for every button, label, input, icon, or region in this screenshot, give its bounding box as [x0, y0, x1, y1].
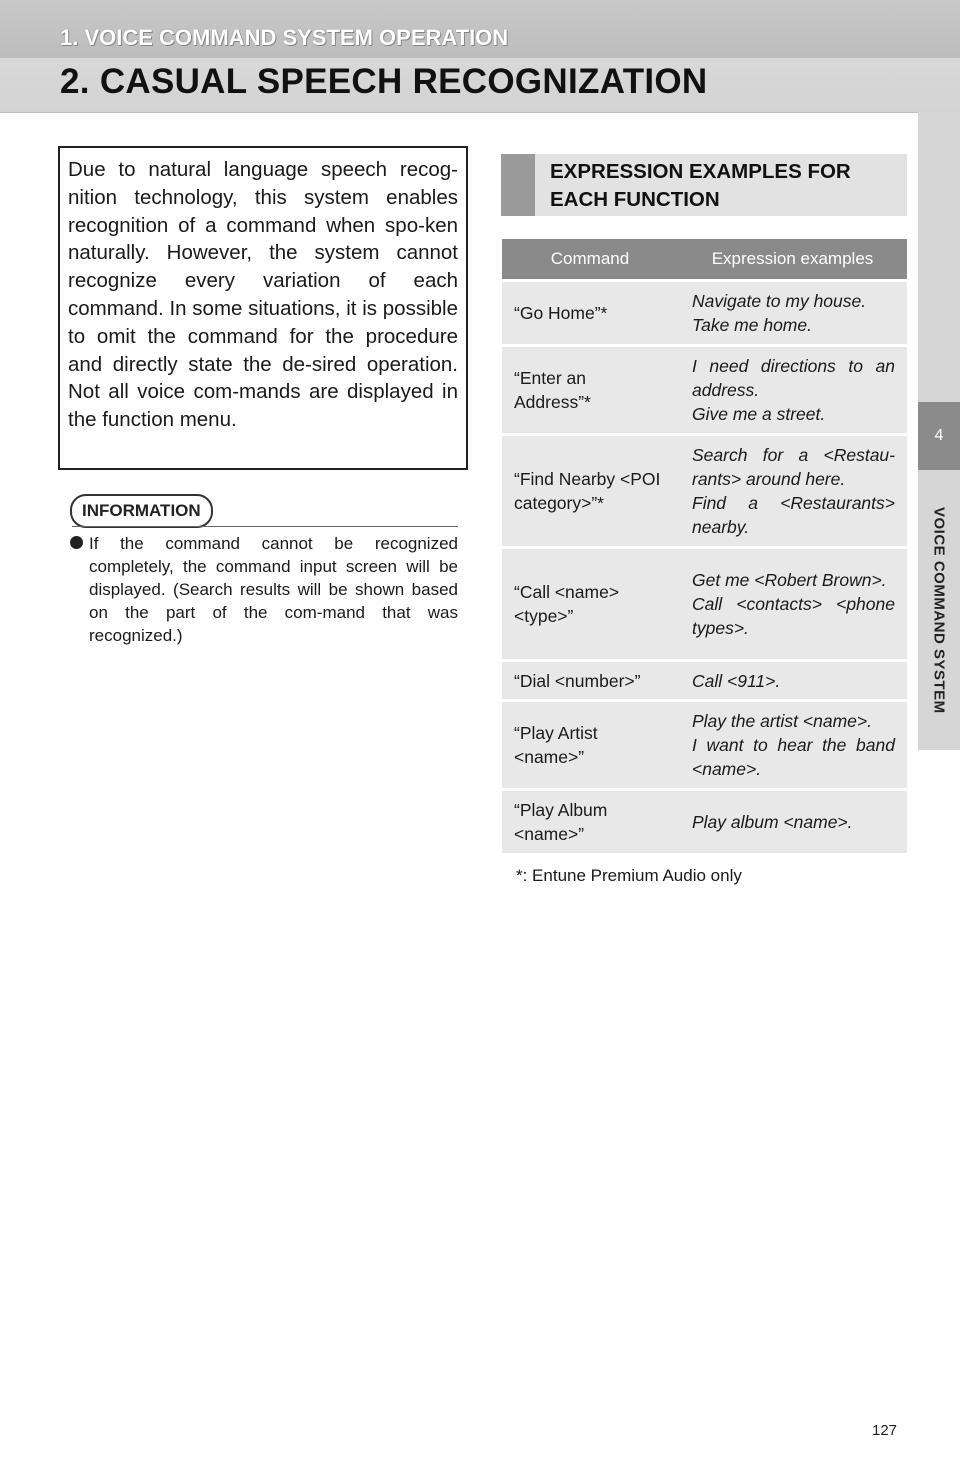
command-cell: “Enter an Address”*	[502, 347, 678, 433]
table-row	[502, 662, 907, 699]
example-line: Call <911>.	[692, 670, 781, 691]
chapter-label: VOICE COMMAND SYSTEM	[930, 506, 948, 714]
information-badge: INFORMATION	[70, 494, 213, 528]
examples-cell	[678, 282, 907, 344]
information-divider	[72, 526, 458, 527]
side-tab-top	[918, 112, 960, 402]
table-row	[502, 436, 907, 546]
command-cell: “Call <name> <type>”	[502, 549, 678, 659]
table-row	[502, 549, 907, 659]
example-line: I need directions to an address.	[692, 356, 895, 400]
examples-cell	[678, 436, 907, 546]
example-line: Search for a <Restau-rants> around here.	[692, 445, 895, 489]
table-row	[502, 282, 907, 344]
example-line: Take me home.	[692, 315, 812, 335]
command-cell: “Play Artist <name>”	[502, 702, 678, 788]
chapter-number-tab[interactable]: 4	[918, 402, 960, 470]
examples-cell	[678, 549, 907, 659]
command-cell: “Find Nearby <POI category>”*	[502, 436, 678, 546]
table-header-row	[502, 239, 907, 279]
example-line: Play the artist <name>.	[692, 711, 872, 731]
bullet-icon	[70, 536, 83, 549]
information-text: If the command cannot be recognized completely, the command input screen will be displayed. (Search results will be shown based on the part of the com-mand that was recognized.)	[89, 534, 458, 645]
command-cell: “Play Album <name>”	[502, 791, 678, 853]
examples-cell	[678, 662, 907, 699]
example-line: Get me <Robert Brown>.	[692, 570, 887, 590]
table-row	[502, 791, 907, 853]
examples-header-bar	[501, 154, 535, 216]
table-row	[502, 347, 907, 433]
column-header-command: Command	[502, 239, 678, 279]
command-cell: “Dial <number>”	[502, 662, 678, 699]
example-line: I want to hear the band <name>.	[692, 735, 895, 779]
example-line: Call <contacts> <phone types>.	[692, 594, 895, 638]
table-row	[502, 702, 907, 788]
examples-title: EXPRESSION EXAMPLES FOR EACH FUNCTION	[550, 160, 851, 211]
examples-cell	[678, 702, 907, 788]
intro-box	[58, 146, 468, 470]
example-line: Navigate to my house.	[692, 291, 867, 311]
examples-cell	[678, 791, 907, 853]
example-line: Find a <Restaurants> nearby.	[692, 493, 895, 537]
page-number: 127	[872, 1422, 898, 1439]
intro-text: Due to natural language speech recog-nition technology, this system enables recognition of a command when spo-ken naturally. However, the system cannot recognize every variation of each command. In some situations, it is possible to omit the command for the procedure and directly state the de-sired operation. Not all voice com-mands are displayed in the function menu.	[68, 158, 458, 432]
information-item	[70, 532, 458, 647]
examples-table	[502, 236, 907, 856]
page-title: 2. CASUAL SPEECH RECOGNIZATION	[60, 62, 708, 101]
command-cell: “Go Home”*	[502, 282, 678, 344]
examples-cell	[678, 347, 907, 433]
example-line: Play album <name>.	[692, 812, 853, 832]
section-label: 1. VOICE COMMAND SYSTEM OPERATION	[60, 25, 509, 50]
footnote: *: Entune Premium Audio only	[516, 866, 742, 885]
example-line: Give me a street.	[692, 404, 826, 424]
column-header-examples: Expression examples	[678, 239, 907, 279]
